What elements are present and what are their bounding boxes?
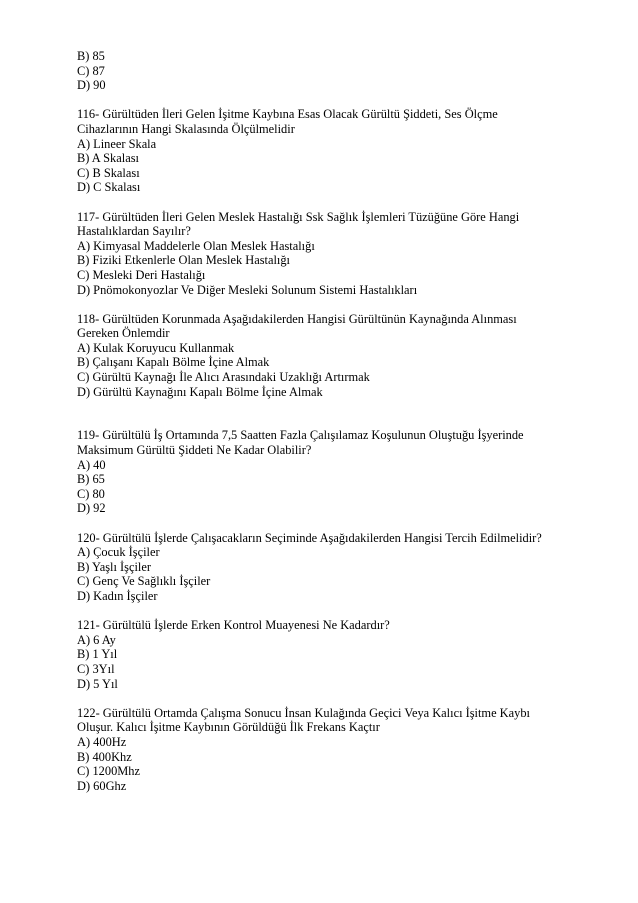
option-b: B) Çalışanı Kapalı Bölme İçine Almak	[77, 355, 270, 370]
option-a: A) Lineer Skala	[77, 136, 157, 151]
question-120	[77, 531, 577, 604]
option-d: D) Gürültü Kaynağını Kapalı Bölme İçine Almak	[77, 384, 323, 399]
question-text: Hastalıklardan Sayılır?	[77, 224, 191, 239]
option-b: B) 85	[77, 49, 105, 63]
option-a: A) 400Hz	[77, 734, 127, 749]
question-text: 119- Gürültülü İş Ortamında 7,5 Saatten Fazla Çalışılamaz Koşulunun Oluştuğu İşyerinde	[77, 428, 524, 443]
question-121	[77, 618, 577, 691]
question-117	[77, 210, 577, 298]
question-116	[77, 107, 577, 195]
question-text: 117- Gürültüden İleri Gelen Meslek Hastalığı Ssk Sağlık İşlemleri Tüzüğüne Göre Hangi	[77, 209, 520, 224]
question-text: Maksimum Gürültü Şiddeti Ne Kadar Olabilir?	[77, 443, 312, 458]
question-text: Cihazlarının Hangi Skalasında Ölçülmelidir	[77, 121, 295, 136]
question-text: 116- Gürültüden İleri Gelen İşitme Kaybına Esas Olacak Gürültü Şiddeti, Ses Ölçme	[77, 107, 498, 122]
option-a: A) Çocuk İşçiler	[77, 545, 160, 560]
option-b: B) Yaşlı İşçiler	[77, 559, 151, 574]
question-text: Oluşur. Kalıcı İşitme Kaybının Görüldüğü İlk Frekans Kaçtır	[77, 720, 380, 735]
option-d: D) 92	[77, 501, 106, 516]
option-c: C) Genç Ve Sağlıklı İşçiler	[77, 574, 211, 589]
option-a: A) Kimyasal Maddelerle Olan Meslek Hastalığı	[77, 238, 315, 253]
option-c: C) 3Yıl	[77, 661, 115, 676]
question-119	[77, 428, 577, 516]
option-b: B) A Skalası	[77, 151, 139, 166]
option-d: D) Pnömokonyozlar Ve Diğer Mesleki Solunum Sistemi Hastalıkları	[77, 282, 418, 297]
option-a: A) Kulak Koruyucu Kullanmak	[77, 340, 235, 355]
option-d: D) C Skalası	[77, 180, 141, 195]
option-a: A) 40	[77, 457, 106, 472]
option-c: C) Gürültü Kaynağı İle Alıcı Arasındaki Uzaklığı Artırmak	[77, 370, 370, 385]
option-c: C) B Skalası	[77, 165, 140, 180]
option-b: B) 65	[77, 472, 105, 487]
option-d: D) 90	[77, 78, 106, 93]
option-b: B) Fiziki Etkenlerle Olan Meslek Hastalığı	[77, 253, 291, 268]
option-d: D) 60Ghz	[77, 778, 127, 793]
question-118	[77, 312, 577, 400]
option-c: C) 87	[77, 63, 105, 78]
option-c: C) Mesleki Deri Hastalığı	[77, 267, 206, 282]
previous-question-options	[77, 49, 577, 93]
question-text: 121- Gürültülü İşlerde Erken Kontrol Muayenesi Ne Kadardır?	[77, 618, 390, 633]
option-d: D) Kadın İşçiler	[77, 588, 158, 603]
option-d: D) 5 Yıl	[77, 676, 118, 691]
option-a: A) 6 Ay	[77, 632, 116, 647]
option-c: C) 1200Mhz	[77, 764, 140, 779]
question-122	[77, 706, 577, 794]
option-b: B) 400Khz	[77, 749, 132, 764]
question-text: Gereken Önlemdir	[77, 326, 170, 341]
document-page	[77, 49, 577, 793]
option-b: B) 1 Yıl	[77, 647, 118, 662]
option-c: C) 80	[77, 486, 105, 501]
question-text: 120- Gürültülü İşlerde Çalışacakların Seçiminde Aşağıdakilerden Hangisi Tercih Edilmelidir?	[77, 530, 542, 545]
question-text: 118- Gürültüden Korunmada Aşağıdakilerden Hangisi Gürültünün Kaynağında Alınması	[77, 311, 517, 326]
question-text: 122- Gürültülü Ortamda Çalışma Sonucu İnsan Kulağında Geçici Veya Kalıcı İşitme Kaybı	[77, 705, 530, 720]
